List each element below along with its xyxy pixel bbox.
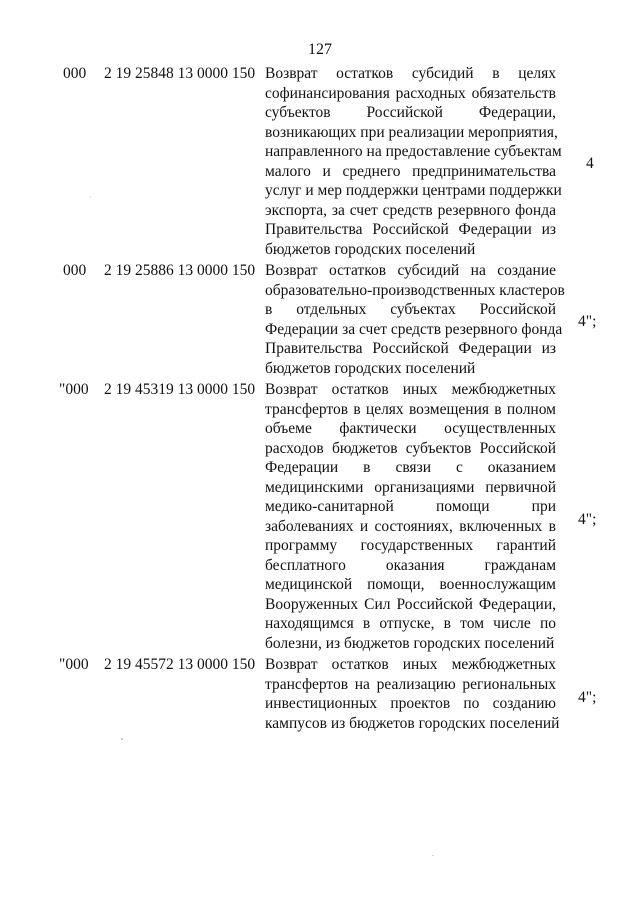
- entry-description: [265, 261, 565, 378]
- description-line: расходов бюджетов субъектов Российской: [265, 439, 556, 457]
- description-line: малого и среднего предпринимательства: [265, 162, 556, 180]
- description-line: программу государственных гарантий: [265, 537, 556, 554]
- description-line: находящимся в отпуске, в том числе по: [265, 615, 556, 632]
- description-line: услуг и мер поддержки центрами поддержки: [265, 182, 562, 199]
- budget-classification-code: 2 19 45572 13 0000 150: [104, 656, 256, 673]
- description-line: Федерации в связи с оказанием: [265, 459, 556, 476]
- description-line: Возврат остатков субсидий на создание: [265, 262, 556, 279]
- entry-description: [265, 64, 562, 259]
- description-line: медицинской помощи, военнослужащим: [265, 576, 556, 593]
- description-line: бесплатного оказания гражданам: [265, 556, 556, 574]
- description-line: софинансирования расходных обязательств: [265, 84, 556, 102]
- scan-speck: [90, 196, 91, 198]
- description-line: Возврат остатков иных межбюджетных: [265, 381, 556, 398]
- scan-speck: [432, 855, 434, 856]
- description-line: медицинскими организациями первичной: [265, 478, 556, 496]
- description-line: Федерации за счет средств резервного фонда: [265, 320, 563, 338]
- entry-code: 4";: [578, 511, 597, 528]
- budget-classification-code: 2 19 45319 13 0000 150: [104, 381, 256, 398]
- admin-code: "000: [59, 381, 89, 398]
- description-line: Возврат остатков субсидий в целях: [265, 65, 556, 82]
- entry-code: 4: [586, 155, 594, 172]
- description-line: заболеваниях и состояниях, включенных в: [265, 517, 556, 535]
- description-line: кампусов из бюджетов городских поселений: [265, 714, 560, 732]
- description-line: инвестиционных проектов по созданию: [265, 695, 556, 712]
- description-line: образовательно-производственных кластеров: [265, 281, 565, 299]
- budget-classification-code: 2 19 25886 13 0000 150: [104, 262, 256, 279]
- description-line: бюджетов городских поселений: [265, 359, 476, 377]
- description-line: болезни, из бюджетов городских поселений: [265, 634, 555, 652]
- entry-code: 4";: [578, 689, 597, 706]
- description-line: Вооруженных Сил Российской Федерации,: [265, 595, 556, 613]
- description-line: бюджетов городских поселений: [265, 240, 476, 258]
- description-line: медико-санитарной помощи при: [265, 498, 556, 515]
- description-line: трансфертов в целях возмещения в полном: [265, 400, 556, 418]
- page-number: 127: [308, 41, 332, 58]
- entry-code: 4";: [578, 313, 597, 330]
- description-line: Правительства Российской Федерации из: [265, 340, 556, 357]
- description-line: направленного на предоставление субъектам: [265, 143, 562, 160]
- description-line: Возврат остатков иных межбюджетных: [265, 656, 556, 673]
- entry-description: [265, 655, 560, 733]
- description-line: субъектов Российской Федерации,: [265, 104, 556, 121]
- admin-code: "000: [59, 656, 89, 673]
- description-line: экспорта, за счет средств резервного фонда: [265, 201, 556, 219]
- description-line: в отдельных субъектах Российской: [265, 301, 556, 318]
- admin-code: 000: [63, 65, 87, 82]
- description-line: трансфертов на реализацию региональных: [265, 675, 556, 693]
- budget-classification-code: 2 19 25848 13 0000 150: [104, 65, 256, 82]
- scan-speck: [121, 738, 123, 740]
- admin-code: 000: [63, 262, 87, 279]
- description-line: Правительства Российской Федерации из: [265, 221, 556, 238]
- description-line: объеме фактически осуществленных: [265, 420, 556, 437]
- entry-description: [265, 380, 556, 653]
- description-line: возникающих при реализации мероприятия,: [265, 123, 558, 141]
